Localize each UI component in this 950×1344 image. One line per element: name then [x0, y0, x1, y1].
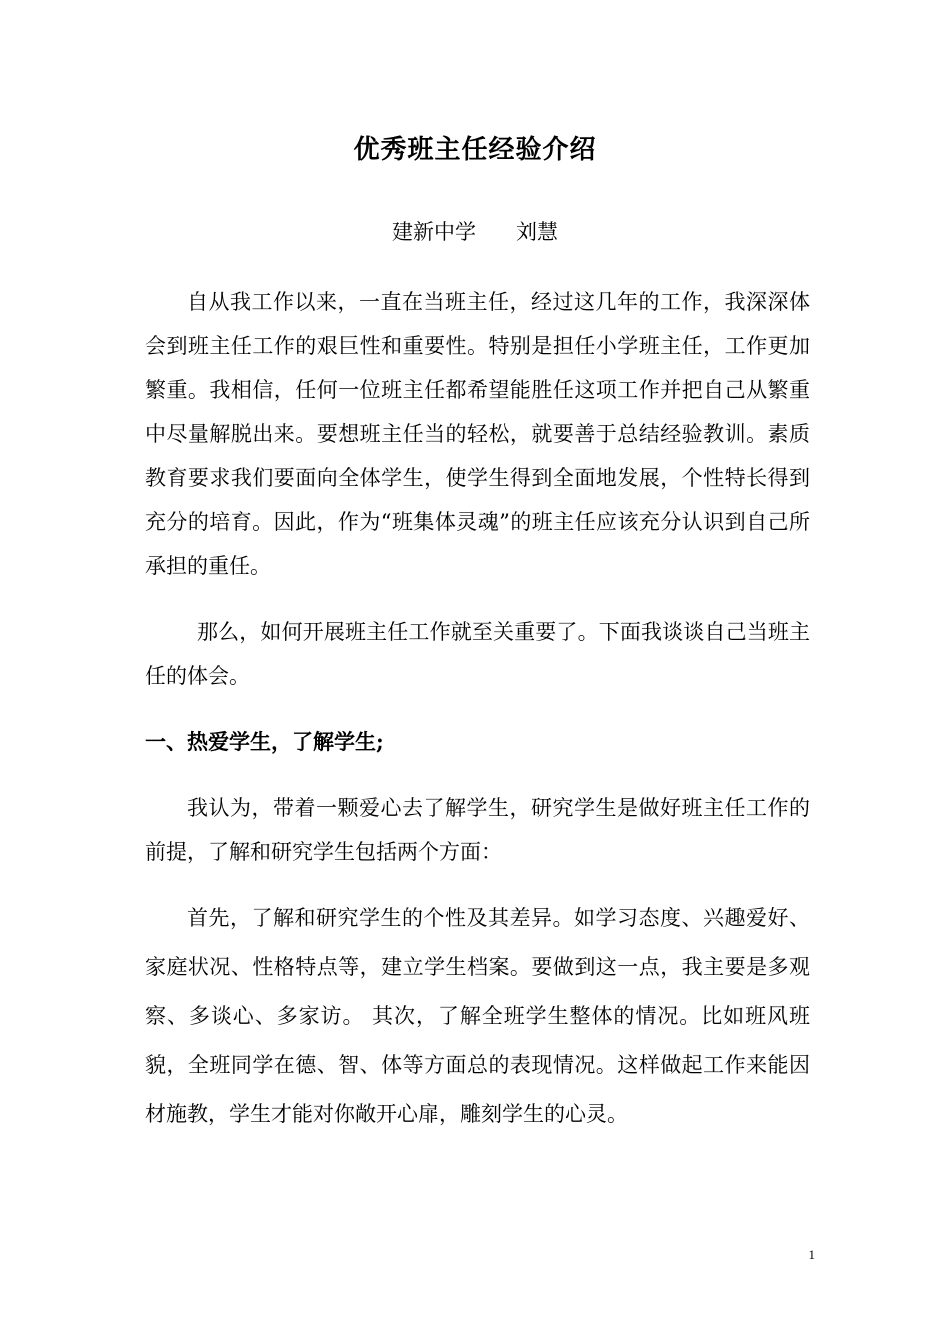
page-number: 1: [808, 1247, 815, 1262]
author-byline: 建新中学 刘慧: [391, 220, 559, 244]
section-paragraph: 我认为，带着一颗爱心去了解学生，研究学生是做好班主任工作的前提，了解和研究学生包括两个方面：: [145, 796, 810, 864]
section-paragraph: 首先，了解和研究学生的个性及其差异。如学习态度、兴趣爱好、家庭状况、性格特点等，建立学生档案。要做到这一点，我主要是多观察、多谈心、多家访。 其次，了解全班学生整体的情况。比如班风班貌，全班同学在德、智、体等方面总的表现情况。这样做起工作来能因材施教，学生才能对你敞开心扉，雕刻学生的心灵。: [145, 906, 810, 1126]
document-title: 优秀班主任经验介绍: [353, 135, 597, 165]
transition-paragraph: 那么，如何开展班主任工作就至关重要了。下面我谈谈自己当班主任的体会。: [145, 620, 810, 688]
section-heading: 一、热爱学生，了解学生;: [145, 729, 384, 754]
intro-paragraph: 自从我工作以来，一直在当班主任，经过这几年的工作，我深深体会到班主任工作的艰巨性和重要性。特别是担任小学班主任，工作更加繁重。我相信，任何一位班主任都希望能胜任这项工作并把自己从繁重中尽量解脱出来。要想班主任当的轻松，就要善于总结经验教训。素质教育要求我们要面向全体学生，使学生得到全面地发展，个性特长得到充分的培育。因此，作为“班集体灵魂”的班主任应该充分认识到自己所承担的重任。: [145, 290, 810, 578]
